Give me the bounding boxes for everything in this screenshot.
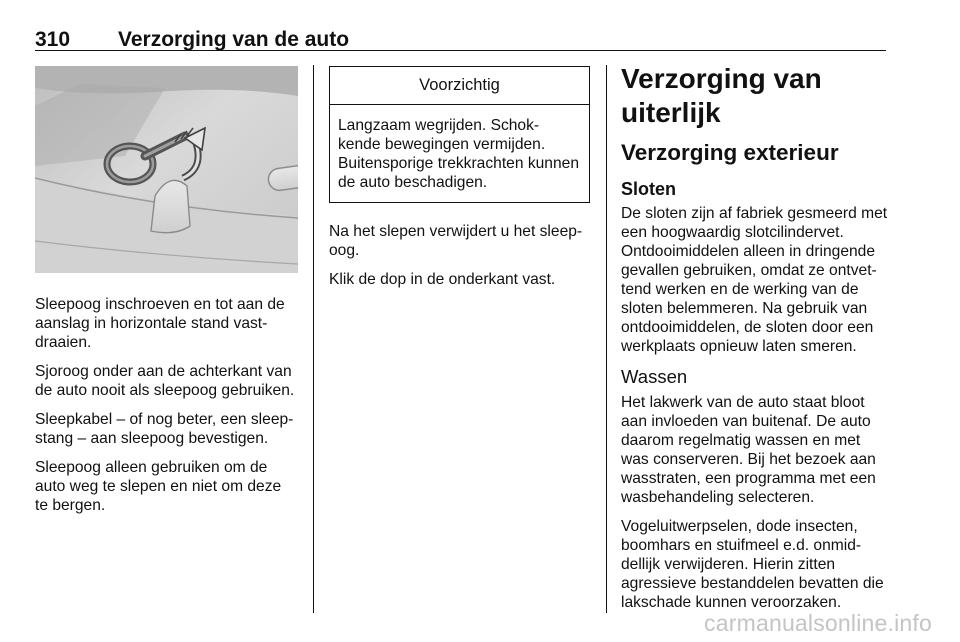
sloten-heading: Sloten (621, 179, 677, 199)
column-divider-right (606, 65, 607, 613)
sloten-text (621, 204, 891, 356)
column-divider-left (313, 65, 314, 613)
paragraph: Vogeluitwerpselen, dode insecten, boomhars en stuifmeel e.d. onmid-dellijk verwijderen. Hierin zitten agressieve bestanddelen bevatten die lakschade kunnen veroorzaken. (621, 518, 884, 611)
subsection-heading: Verzorging exterieur (621, 140, 839, 165)
after-towing-text (329, 222, 591, 289)
paragraph: De sloten zijn af fabriek gesmeerd met een hoogwaardig slotcilindervet. Ontdooimiddelen alleen in dringende gevallen gebruiken, omdat ze ontvet-tend werken en de werking van de sloten belemmeren. Na gebruik van ontdooimiddelen, de sloten door een werkplaats opnieuw laten smeren. (621, 205, 888, 355)
column-middle (329, 66, 591, 299)
paragraph: Na het slepen verwijdert u het sleep-oog. (329, 223, 583, 259)
paragraph: Sjoroog onder aan de achterkant van de auto nooit als sleepoog gebruiken. (35, 363, 295, 399)
wassen-heading: Wassen (621, 366, 688, 387)
column-right (621, 62, 891, 622)
section-heading: Verzorging van uiterlijk (621, 63, 822, 128)
caution-title: Voorzichtig (330, 67, 589, 105)
watermark: carmanualsonline.info (704, 610, 932, 636)
caution-box (329, 66, 590, 203)
paragraph: Klik de dop in de onderkant vast. (329, 271, 556, 288)
paragraph: Sleepoog inschroeven en tot aan de aanslag in horizontale stand vast-draaien. (35, 296, 285, 351)
column-left (35, 66, 298, 525)
tow-instructions (35, 295, 298, 515)
paragraph: Sleepkabel – of nog beter, een sleep-stang – aan sleepoog bevestigen. (35, 411, 294, 447)
header-rule (35, 50, 886, 51)
paragraph: Het lakwerk van de auto staat bloot aan invloeden van buitenaf. De auto daarom regelmatig wassen en met was conserveren. Bij het bezoek aan wasstraten, een programma met een wasbehandeling selecteren. (621, 394, 876, 506)
page-number: 310 (35, 28, 71, 51)
tow-eye-illustration (35, 66, 298, 273)
wassen-text (621, 393, 891, 612)
paragraph: Sleepoog alleen gebruiken om de auto weg te slepen en niet om deze te bergen. (35, 459, 282, 514)
chapter-title: Verzorging van de auto (118, 28, 350, 51)
caution-text: Langzaam wegrijden. Schok-kende bewegingen vermijden. Buitensporige trekkrachten kunnen de auto beschadigen. (338, 117, 579, 191)
